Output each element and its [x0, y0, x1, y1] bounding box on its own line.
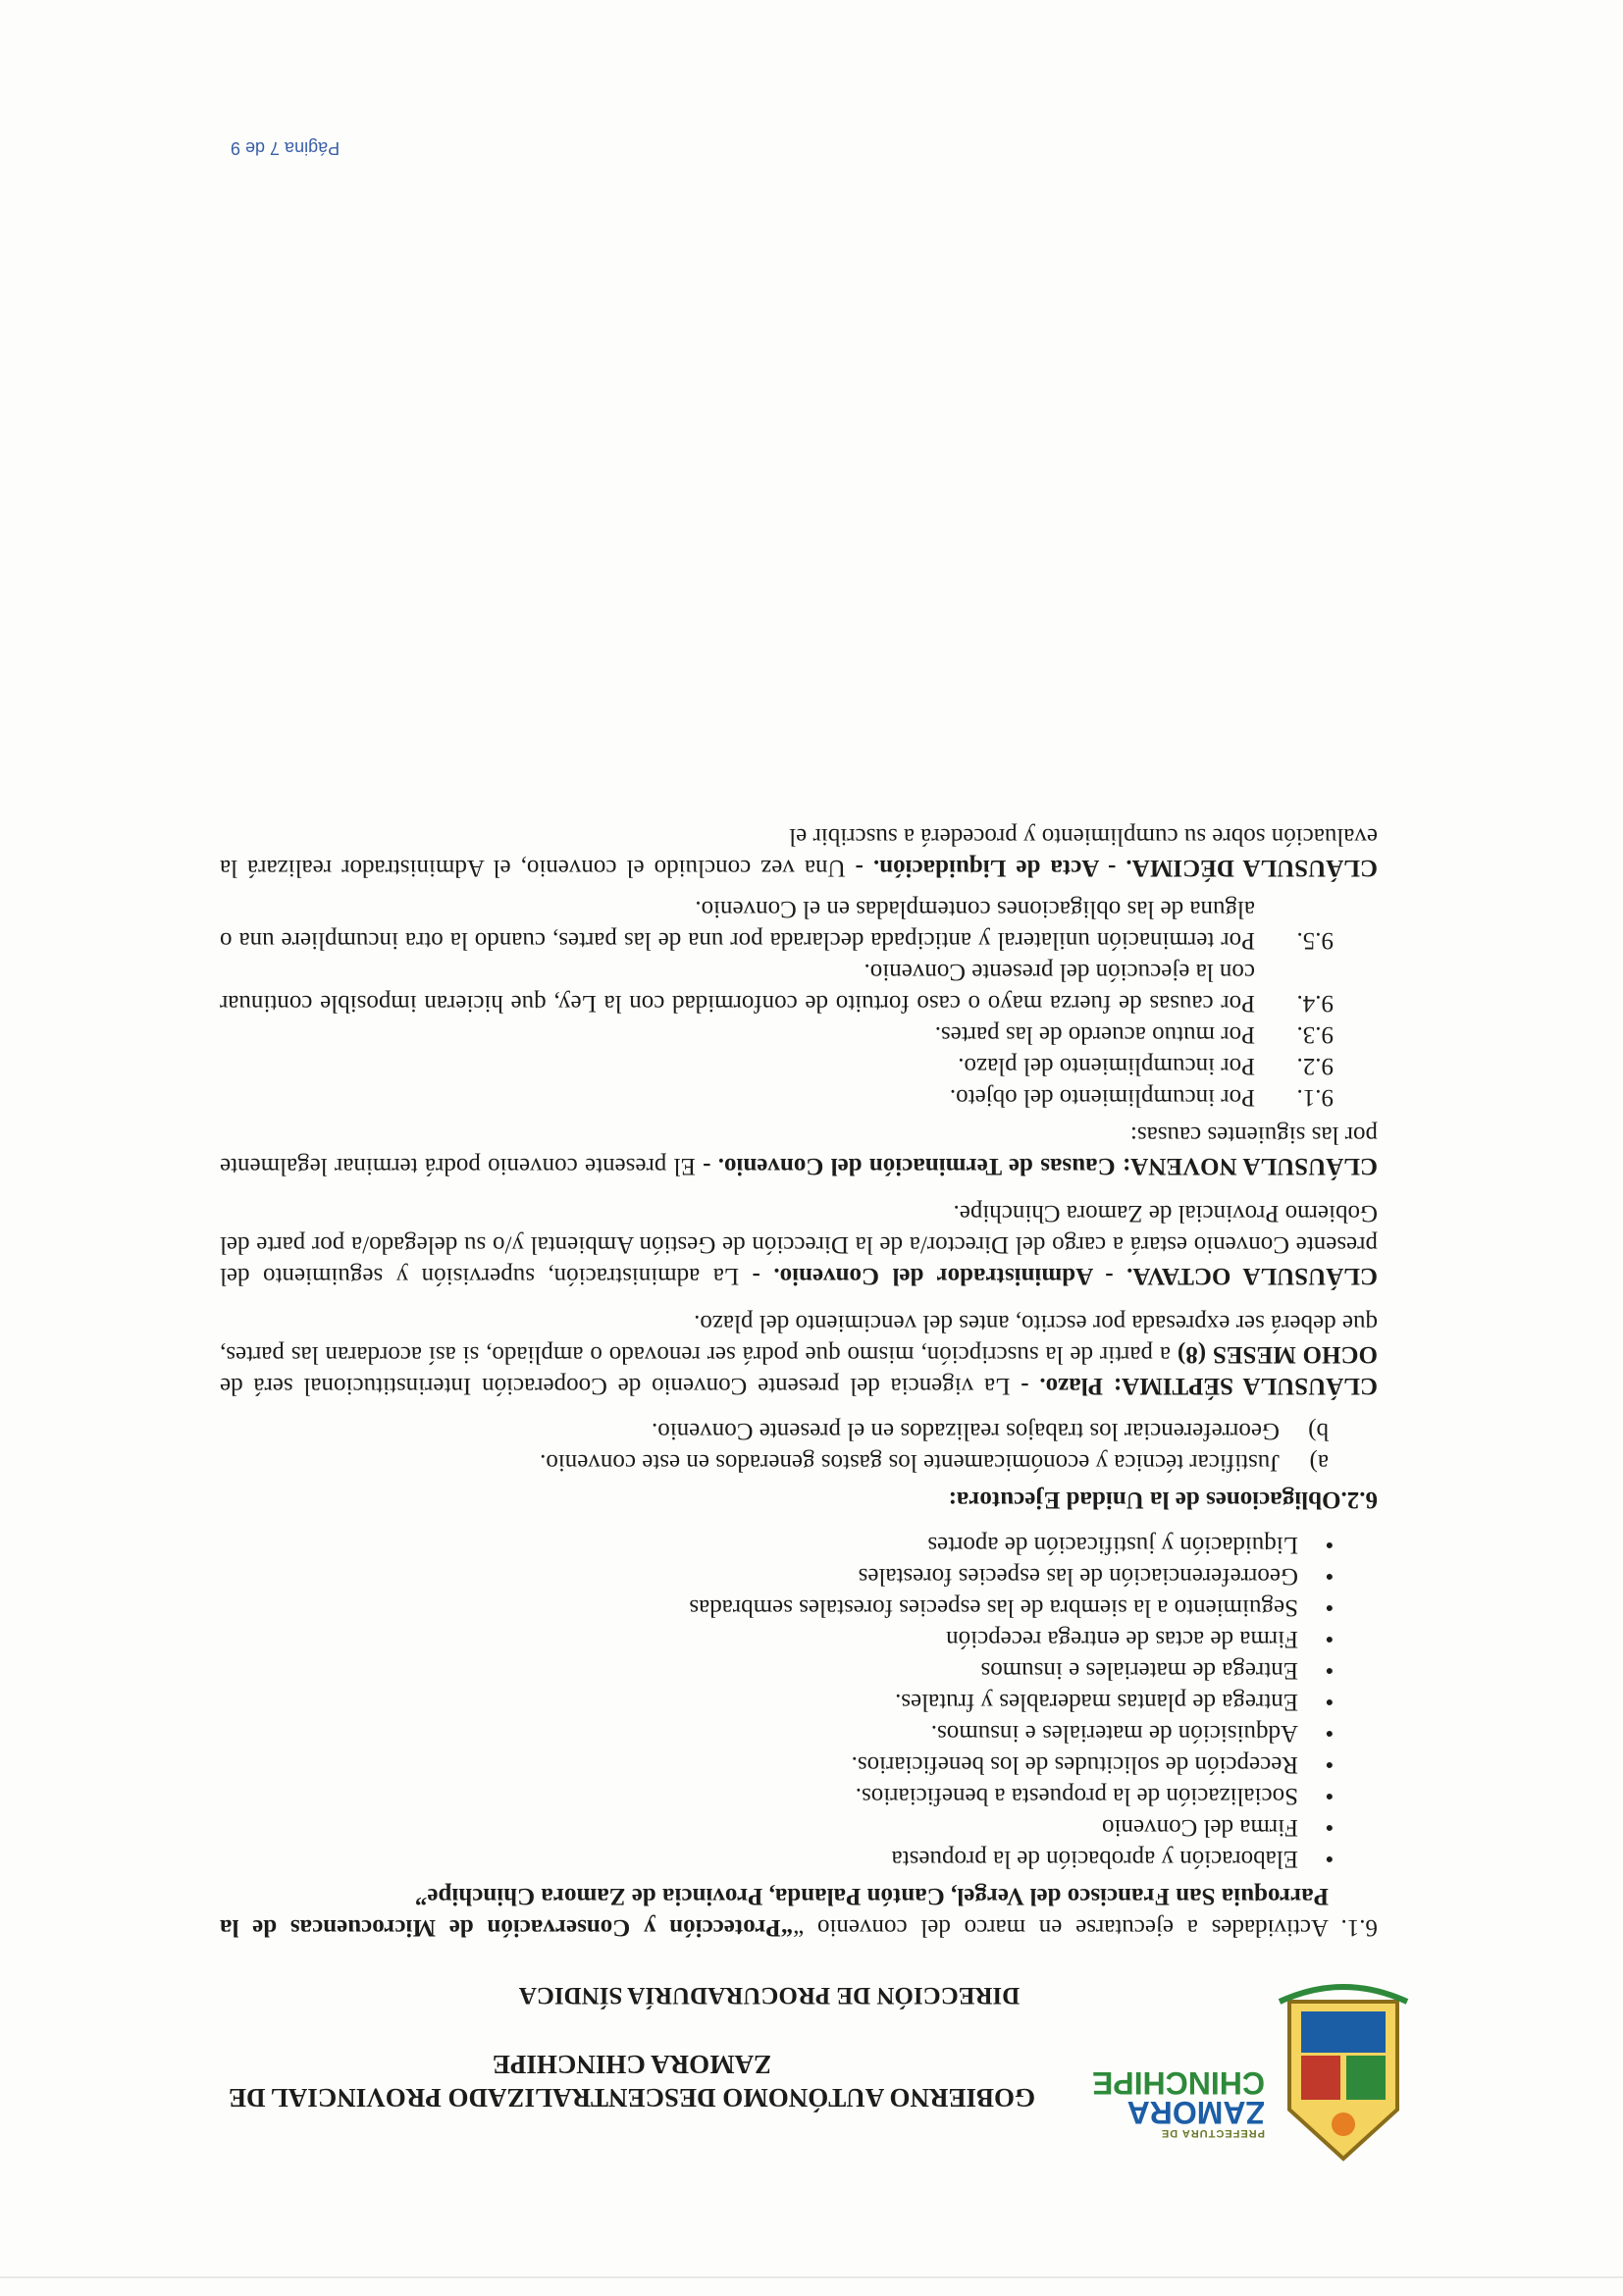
section-intro: Actividades a ejecutarse en marco del convenio “ [793, 1914, 1329, 1941]
item-text: Georreferenciar los trabajos realizados en el presente Convenio. [652, 1418, 1280, 1444]
list-item: ● Adquisición de materiales e insumos. [220, 1717, 1334, 1748]
item-number: 9.5. [1296, 927, 1334, 954]
project-name: “Protección y Conservación de Microcuencas de la Parroquia San Francisco del Vergel, Cantón Palanda, Provincia de Zamora Chinchipe” [220, 1883, 1329, 1941]
letterhead [0, 1982, 1623, 2296]
list-item: ● Socialización de la propuesta a beneficiarios. [220, 1780, 1334, 1811]
government-title [190, 2048, 1073, 2114]
list-item: ● Firma de actas de entrega recepción [220, 1623, 1334, 1654]
list-item: ● Seguimiento a la siembra de las especies forestales sembradas [220, 1592, 1334, 1623]
department-title: DIRECCIÓN DE PROCURADURÍA SÍNDICA [518, 1982, 1021, 2009]
item-number: 9.3. [1296, 1021, 1334, 1048]
brand-line-2: CHINCHIPE [1091, 2065, 1265, 2101]
list-item [220, 1415, 1329, 1446]
list-item [220, 1050, 1334, 1081]
list-item [220, 956, 1334, 1018]
section-text [220, 1880, 1329, 1943]
clause-8 [220, 1197, 1378, 1291]
section-6-2-title: 6.2.Obligaciones de la Unidad Ejecutora: [948, 1487, 1378, 1513]
clause-title: CLÁUSULA OCTAVA. - Administrador del Convenio. - [752, 1263, 1378, 1289]
clause-text: Una vez concluido el convenio, el Administrador realizará la evaluación sobre su cumplimiento y procederá a suscribir el [220, 823, 1378, 881]
prefecture-crest-icon [1270, 1982, 1417, 2168]
clause-9 [220, 1119, 1378, 1181]
item-text: Justificar técnica y económicamente los gastos generados en este convenio. [540, 1449, 1280, 1476]
item-text: Por incumplimiento del objeto. [949, 1084, 1255, 1111]
obligations-list [220, 1415, 1329, 1478]
clause-10 [220, 820, 1378, 883]
list-item [220, 1446, 1329, 1478]
item-text: Por terminación unilateral y anticipada declarada por una de las partes, cuando la otra incumpliere una o alguna de las obligaciones contempladas en el Convenio. [220, 896, 1255, 954]
list-item: ● Liquidación y justificación de aportes [220, 1529, 1334, 1560]
list-item: ● Georreferenciación de las especies forestales [220, 1560, 1334, 1592]
list-item: ● Recepción de solicitudes de los beneficiarios. [220, 1748, 1334, 1780]
item-text: Por incumplimiento del plazo. [958, 1053, 1255, 1079]
brand-small-text: PREFECTURA DE [1160, 2127, 1265, 2139]
item-number: 9.4. [1296, 990, 1334, 1017]
activities-list [220, 1529, 1334, 1874]
list-item: ● Entrega de plantas maderables y frutales. [220, 1686, 1334, 1717]
section-number: 6.1. [1340, 1914, 1378, 1941]
list-item: ● Entrega de materiales e insumos [220, 1654, 1334, 1686]
item-number: 9.1. [1296, 1084, 1334, 1111]
list-item: ● Firma del Convenio [220, 1811, 1334, 1843]
brand-block [1091, 2065, 1265, 2139]
document-body [220, 805, 1378, 1943]
clause-title: CLÁUSULA SÉPTIMA: Plazo. - [1021, 1373, 1378, 1399]
clause-7 [220, 1307, 1378, 1401]
clause-text: La administración, supervisión y seguimiento del presente Convenio estará a cargo del Director/a de la Dirección de Gestión Ambiental y/o su delegado/a por parte del Gobierno Provincial de Zamora Chinchipe. [220, 1200, 1378, 1289]
clause-text: El presente convenio podrá terminar legalmente por las siguientes causas: [219, 1122, 1378, 1179]
item-label: a) [1309, 1449, 1329, 1476]
government-title-line-2: ZAMORA CHINCHIPE [492, 2050, 772, 2079]
clause-title: CLÁUSULA DÉCIMA. - Acta de Liquidación. - [855, 855, 1378, 881]
clause-text: La vigencia del presente Convenio de Cooperación Interinstitucional será de [219, 1373, 1021, 1399]
section-6-1 [220, 1880, 1378, 1943]
termination-causes-list [220, 893, 1334, 1113]
list-item [220, 1081, 1334, 1113]
list-item [220, 893, 1334, 956]
clause-title: CLÁUSULA NOVENA: Causas de Terminación del Convenio. - [703, 1153, 1378, 1179]
item-text: Por mutuo acuerdo de las partes. [934, 1021, 1255, 1048]
government-title-line-1: GOBIERNO AUTÓNOMO DESCENTRALIZADO PROVINCIAL DE [228, 2083, 1036, 2113]
list-item [220, 1018, 1334, 1050]
item-label: b) [1308, 1418, 1329, 1444]
clause-highlight: OCHO MESES (8) [1177, 1341, 1378, 1368]
list-item: ● Elaboración y aprobación de la propuesta [220, 1843, 1334, 1874]
page-number: Página 7 de 9 [231, 138, 340, 158]
clause-text: a partir de la suscripción, mismo que podrá ser renovado o ampliado, si así acordaran las partes, que deberá ser expresada por escrito, antes del vencimiento del plazo. [219, 1310, 1378, 1368]
item-text: Por causas de fuerza mayo o caso fortuito de conformidad con la Ley, que hicieran imposible continuar con la ejecución del presente Convenio. [220, 959, 1255, 1017]
item-number: 9.2. [1296, 1053, 1334, 1079]
brand-line-1: ZAMORA [1126, 2095, 1265, 2130]
